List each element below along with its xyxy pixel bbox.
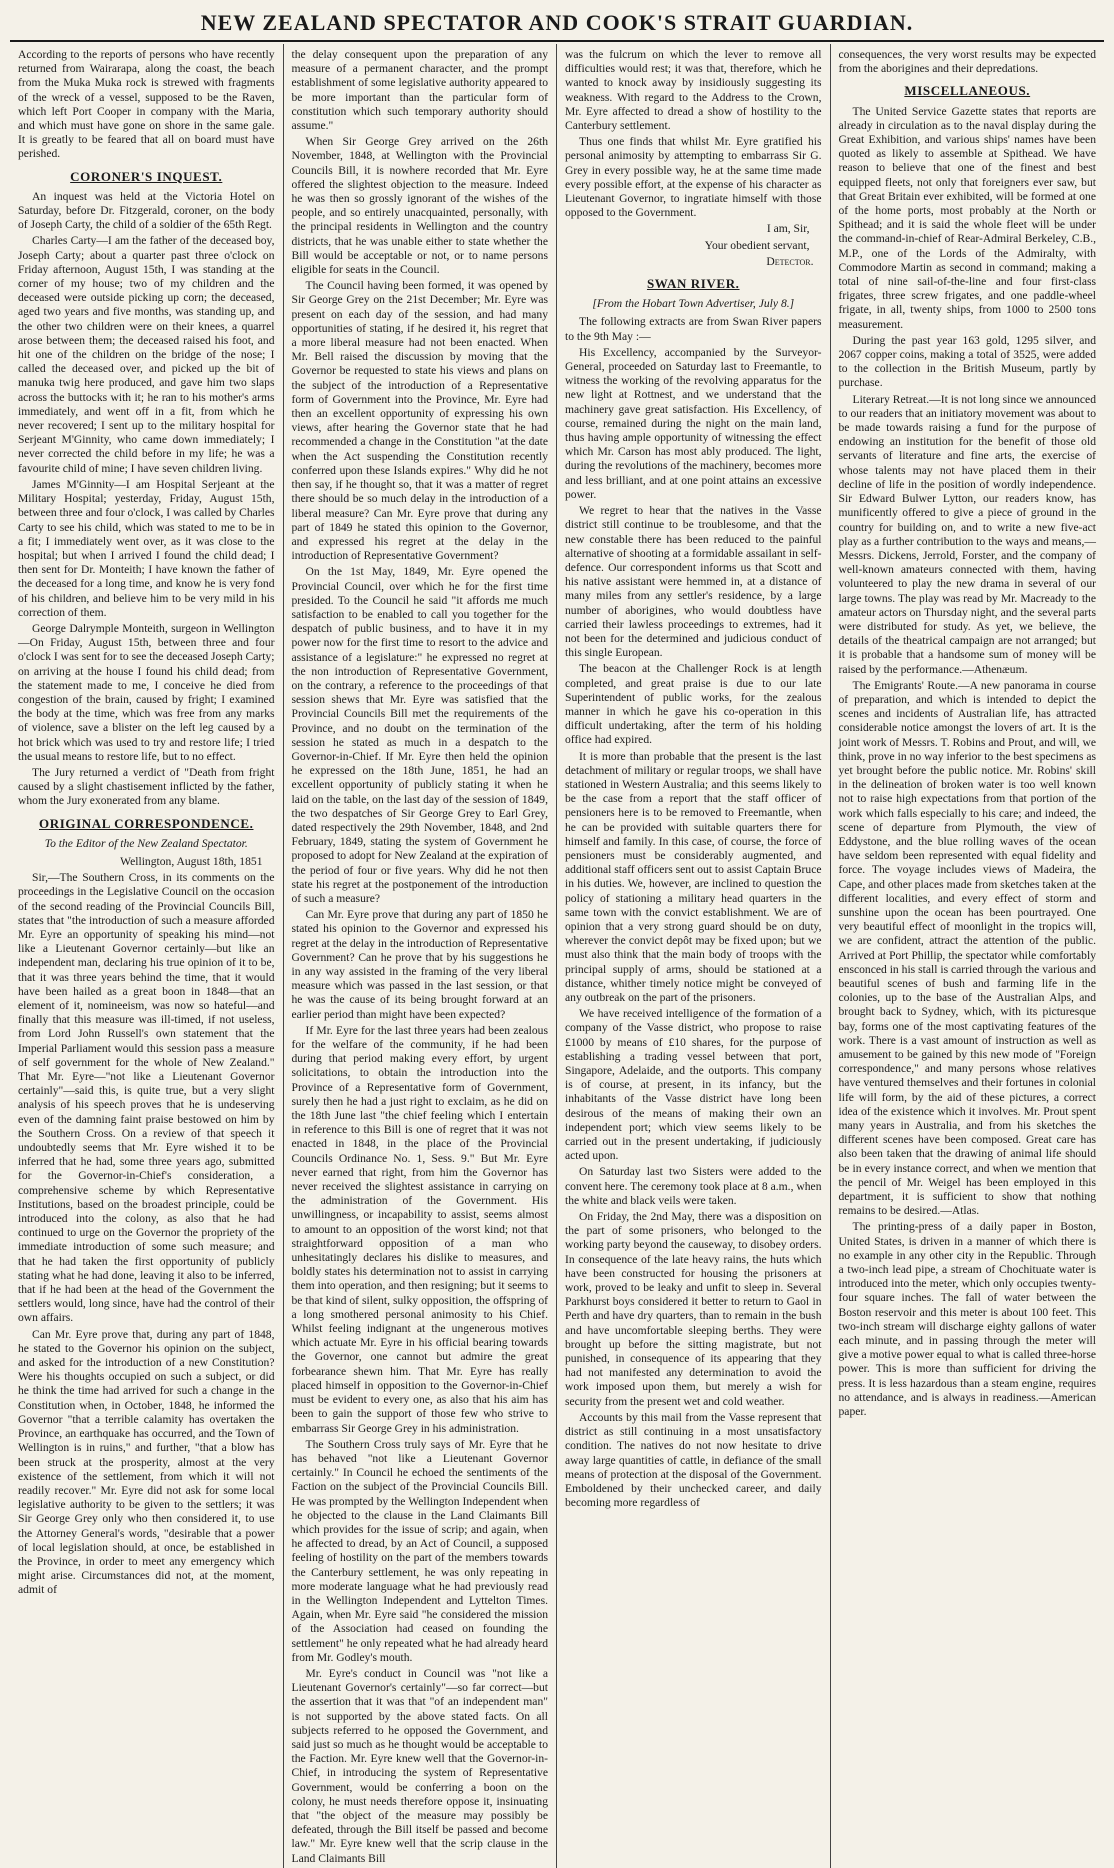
original-correspondence-heading: ORIGINAL CORRESPONDENCE. <box>39 815 254 831</box>
column-2 <box>284 44 558 1868</box>
news-paragraph: The following extracts are from Swan River papers to the 9th May :— <box>565 315 822 343</box>
letter-paragraph: On the 1st May, 1849, Mr. Eyre opened the Provincial Council, over which he for the first time presided. To the Council he said "it affords me much satisfaction to be enabled to call you together for the despatch of public business, and to have it in my power now for the first time to resort to the advice and assistance of a legislature:" he expressed no regret at the non introduction of Representative Government, on the contrary, a reference to the proceedings of that session shews that Mr. Eyre was satisfied that the Provincial Councils Bill met the requirements of the Province, and no doubt on the termination of the session he stated as much in a despatch to the Governor-in-Chief. If Mr. Eyre then held the opinion he expressed on the 18th June, 1851, he had an excellent opportunity of publicly stating it when he laid on the table, on the last day of the session of 1849, the two despatches of Sir George Grey to Earl Grey, dated respectively the 29th November, 1848, and 2nd February, 1849, stating the system of Government he proposed to adopt for New Zealand at the expiration of the period of four or five years. Why did he not then state his regret at the postponement of the introduction of such a measure? <box>291 565 548 905</box>
misc-paragraph: The Emigrants' Route.—A new panorama in course of preparation, and which is intended to depict the scenes and incidents of Australian life, has attracted considerable notice amongst the lovers of art. It is the joint work of Messrs. T. Robins and Prout, and will, we think, prove in no way inferior to the best specimens as yet brought before the public notice. Mr. Robins' skill in the delineation of broken water is too well known not to raise high expectations from that portion of the work which falls especially to his care; and indeed, the scene of departure from Plymouth, the view of Eddystone, and the blue rolling waves of the ocean have seldom been represented with equal fidelity and force. The voyage includes views of Madeira, the Cape, and other places made from sketches taken at the different localities, and every effect of storm and sunshine upon the ocean has been pourtrayed. One very beautiful effect of moonlight in the tropics will, we are confident, attract the attention of the public. Arrived at Port Phillip, the spectator while comfortably ensconced in his stall is carried through the various and beautiful scenes of bush and farming life in the colonies, up to the base of the Australian Alps, and brought back to Sydney, which, with its picturesque bay, forms one of the most captivating features of the work. There is a vast amount of instruction as well as amusement to be gained by this new mode of "Foreign correspondence," and many persons whose relatives have ventured themselves and their fortunes in colonial life will form, by the aid of these pictures, a correct idea of the existence which it involves. Mr. Prout spent many years in Australia, and from his sketches the different scenes have been composed. Great care has also been taken that the drawing of animal life should be in every instance correct, and when we mention that the pencil of Mr. Weigel has been employed in this department, it is sufficient to show that nothing remains to be desired.—Atlas. <box>838 678 1096 1218</box>
columns <box>10 44 1104 1865</box>
letter-signoff: Your obedient servant, <box>704 238 810 252</box>
verdict-paragraph: The Jury returned a verdict of "Death from fright caused by a slight chastisement inflicted by the father, whom the Jury exonerated from any blame. <box>18 765 275 808</box>
news-paragraph: His Excellency, accompanied by the Surveyor-General, proceeded on Saturday last to Freemantle, to witness the working of the revolving apparatus for the new light at Rottnest, and we understand that the machinery gave great satisfaction. His Excellency, of course, remained during the night on the main land, thus having ample opportunity of witnessing the effect which Mr. Carson has most ably produced. The light, during the revolutions of the machinery, becomes more and less brilliant, and at one point attains an excessive power. <box>565 345 822 501</box>
testimony-monteith: George Dalrymple Monteith, surgeon in Wellington—On Friday, August 15th, between three and four o'clock I was sent for to see the deceased Joseph Carty; on arriving at the house I found his child dead; from the statement made to me, I conceive he died from congestion of the brain, caused by fright; I examined the body at the time, which was free from any marks of violence, save a blister on the left leg caused by a hot brick which was used to try and restore life; I tried the usual means to restore life, but to no effect. <box>18 621 275 763</box>
news-continuation: consequences, the very worst results may be expected from the aborigines and their depredations. <box>838 48 1096 76</box>
source-line: [From the Hobart Town Advertiser, July 8.] <box>592 297 795 311</box>
miscellaneous-heading: MISCELLANEOUS. <box>904 83 1031 99</box>
coroners-inquest-heading: CORONER'S INQUEST. <box>70 168 223 184</box>
to-editor-line: To the Editor of the New Zealand Spectator. <box>44 836 248 850</box>
letter-paragraph: Can Mr. Eyre prove that, during any part of 1848, he stated to the Governor his opinion on the subject, and asked for the introduction of a new Constitution? Were his thoughts occupied on such a subject, or did he think the time had arrived for such a change in the Constitution when, in October, 1848, he informed the Governor "that a terrible calamity has overtaken the Province, an earthquake has occurred, and the Town of Wellington is in ruins," and further, "that a blow has been struck at the prosperity, almost at the very existence of the settlement, from which it will not readily recover." Mr. Eyre did not ask for some local legislative authority to be given to the settlers; it was Sir George Grey only who then considered it, to use the Attorney General's words, "desirable that a power of local legislation should, at once, be established in the Province, in order to meet any emergency which might arise. Circumstances did not, at the moment, admit of <box>18 1327 275 1597</box>
news-paragraph: On Saturday last two Sisters were added to the convent here. The ceremony took place at 8 a.m., when the white and black veils were taken. <box>565 1165 822 1207</box>
news-paragraph: We regret to hear that the natives in the Vasse district still continue to be troublesome, and that the new constable there has been reduced to the painful alternative of shooting at a formidable assailant in self-defence. Our correspondent informs us that Scott and his native assistant were hemmed in, at a distance of many miles from any settler's residence, by a large number of aborigines, who would doubtless have carried their lawless proceedings to extremes, had it not been for the determined and judicious conduct of this single European. <box>565 504 822 660</box>
news-paragraph: We have received intelligence of the formation of a company of the Vasse district, who propose to raise £1000 by means of £10 shares, for the purpose of establishing a trading vessel between that port, Singapore, Adelaide, and the outports. This company is of course, at present, in its infancy, but the inhabitants of the Vasse district have long been desirous of the means of making their own an independent port; which view seems likely to be carried out in the present undertaking, if judiciously acted upon. <box>565 1007 822 1163</box>
news-paragraph: On Friday, the 2nd May, there was a disposition on the part of some prisoners, who belonged to the working party beyond the causeway, to disobey orders. In consequence of the late heavy rains, the huts which have been constructed for housing the prisoners at work, proved to be leaky and unfit to sleep in. Several Parkhurst boys considered it better to return to Gaol in Perth and have dry quarters, than to remain in the bush and have uncomfortable sleeping berths. They were brought up before the sitting magistrate, but not punished, in consequence of its appearing that they had not manifested any determination to avoid the work imposed upon them, but merely a wish for security from the present wet and cold weather. <box>565 1210 822 1408</box>
misc-paragraph: During the past year 163 gold, 1295 silver, and 2067 copper coins, making a total of 3525, were added to the collection in the British Museum, partly by purchase. <box>838 333 1096 390</box>
letter-paragraph: Can Mr. Eyre prove that during any part of 1850 he stated his opinion to the Governor and expressed his regret at the delay in the introduction of Representative Government? Can he prove that by his suggestions he in any way assisted in the framing of the very liberal measure which was passed in the last session, or that he was the cause of its being brought forward at an earlier period than might have been expected? <box>291 908 548 1021</box>
masthead: NEW ZEALAND SPECTATOR AND COOK'S STRAIT GUARDIAN. <box>200 10 914 35</box>
wreck-paragraph: According to the reports of persons who have recently returned from Wairarapa, along the coast, the beach from the Muka Muka rock is strewed with fragments of the wreck of a vessel, supposed to be the Raven, which left Port Cooper in company with the Maria, and which must have gone on shore in the same gale. It is greatly to be feared that all on board must have perished. <box>18 48 275 161</box>
letter-paragraph: If Mr. Eyre for the last three years had been zealous for the welfare of the community, if he had been during that period making every effort, by urgent solicitations, to obtain the introduction into the Province of a Representative form of Government, surely then he had a just right to exclaim, as he did on the 18th June last "the chief feeling which I entertain in reference to this Bill is one of regret that it was not enacted in 1848, in the place of the Provincial Councils Ordinance No. 1, Sess. 9." But Mr. Eyre never earned that right, from him the Governor has never received the slightest assistance in carrying on the administration of the Government. His unwillingness, or incapability to assist, seems almost to amount to an opposition of the worst kind; not that straightforward opposition of a man who unhesitatingly declares his dislike to measures, and boldly states his determination not to assist in carrying them into operation, and then resigning; but it seems to be that kind of silent, sulky opposition, the offspring of a long smothered personal animosity to his Chief. Whilst feeling indignant at the ungenerous motives which actuate Mr. Eyre in his official bearing towards the Governor, one cannot but admire the great forbearance shewn him. That Mr. Eyre has really placed himself in opposition to the Governor-in-Chief must be evident to every one, as also that his aim has been to gain the support of those few who strive to embarrass Sir George Grey in his administration. <box>291 1023 548 1435</box>
letter-date: Wellington, August 18th, 1851 <box>120 854 263 868</box>
letter-paragraph: When Sir George Grey arrived on the 26th November, 1848, at Wellington with the Provincial Councils Bill, it is nowhere recorded that Mr. Eyre offered the slightest objection to the measure. Indeed he was then so grossly ignorant of the wishes of the people, and so entirely unacquainted, personally, with the principal residents in Wellington and the country districts, that he was unable either to state whether the Bill would be acceptable or not, or to name persons eligible for seats in the Council. <box>291 135 548 277</box>
letter-signature: Detector. <box>766 254 814 268</box>
misc-paragraph: Literary Retreat.—It is not long since we announced to our readers that an initiatory movement was about to be made towards raising a fund for the purpose of endowing an institution for the benefit of those old servants of literature and fine arts, the exercise of whose talents may not have placed them in their decline of life in the position of wordly independence. Sir Edward Bulwer Lytton, our readers know, has munificently offered to give a piece of ground in the country for building on, and to write a new five-act play as a further contribution to the ways and means,—Messrs. Dickens, Jerrold, Forster, and the company of well-known amateurs connected with them, having volunteered to play the new drama in several of our large towns. The play was read by Mr. Macready to the amateur actors on Thursday night, and the several parts were distributed for study. As yet, we believe, the details of the theatrical campaign are not arranged; but it is probable that a handsome sum of money will be raised by the performance.—Athenæum. <box>838 392 1096 676</box>
letter-paragraph: Mr. Eyre's conduct in Council was "not like a Lieutenant Governor's certainly"—so far correct—but the assertion that it was that "of an independent man" is not supported by the above stated facts. On all subjects referred to he opposed the Government, and said just so much as he thought would be acceptable to the Faction. Mr. Eyre knew well that the Governor-in-Chief, in introducing the system of Representative Government, would be conferring a boon on the colony, he must needs therefore oppose it, insinuating that "the object of the measure may possibly be defeated, through the Bill itself be passed and become law." Mr. Eyre knew well that the scrip clause in the Land Claimants Bill <box>291 1666 548 1865</box>
column-3 <box>557 44 831 1868</box>
letter-paragraph: Thus one finds that whilst Mr. Eyre gratified his personal animosity by attempting to embarrass Sir G. Grey in every possible way, he at the same time made every possible effort, at the expense of his character as Lieutenant Governor, to ingratiate himself with those opposed to the Government. <box>565 135 822 220</box>
letter-paragraph: Sir,—The Southern Cross, in its comments on the proceedings in the Legislative Council on the occasion of the second reading of the Provincial Councils Bill, states that "the introduction of such a measure afforded Mr. Eyre an opportunity of speaking his mind—not like a Lieutenant Governor certainly—but like an independent man, declaring his true opinion of it to be, that it was three years behind the time, that it would have been hailed as a great boon in 1848—that an element of it, nomineeism, was now so hateful—and finally that this measure was ill-timed, if not useless, from Lord John Russell's own statement that the Imperial Parliament would this session pass a measure of self government for the whole of New Zealand." That Mr. Eyre—"not like a Lieutenant Governor certainly"—said this, is quite true, but a very slight analysis of his speech proves that he is undeserving even of the damning faint praise bestowed on him by the Southern Cross. On a review of that speech it undoubtedly seems that Mr. Eyre wished it to be inferred that he had, some three years ago, submitted for the Governor-in-Chief's consideration, a comprehensive scheme by which Representative Institutions, based on the broadest principle, could be introduced into the colony, as also that he had continued to urge on the Governor the propriety of the immediate introduction of some such measure; and that he had taken the first opportunity of publicly stating what he had done, leaving it also to be inferred, that if he had been at the head of the Government the settlers would, long since, have had the control of their own affairs. <box>18 871 275 1325</box>
masthead-rule <box>10 40 1104 42</box>
letter-continuation: the delay consequent upon the preparation of any measure of a permanent character, and the prompt establishment of some legislative authority appeared to be more important than the particular form of constitution which such temporary authority should assume." <box>291 48 548 133</box>
news-paragraph: It is more than probable that the present is the last detachment of military or regular troops, we shall have stationed in Western Australia; and this seems likely to be the case from a report that the staff officer of pensioners here is to be removed to Freemantle, when he can be provided with suitable quarters there for himself and family. In this case, of course, the force of pensioners must be considerably augmented, and additional staff officers sent out to assist Captain Bruce in his duties. We, however, are inclined to question the policy of stationing a military head quarters in the same town with the convict establishment. We are of opinion that a very strong guard should be on duty, wherever the convict depôt may be fixed upon; but we must also think that the main body of troops with the principal supply of arms, should be stationed at a distance, whither timely notice might be conveyed of any outbreak on the part of the prisoners. <box>565 749 822 1004</box>
testimony-carty: Charles Carty—I am the father of the deceased boy, Joseph Carty; about a quarter past three o'clock on Friday afternoon, August 15th, I was standing at the corner of my house; two of my children and the deceased were outside picking up corn; the deceased, aged two years and five months, was standing up, and the other two children were on their knees, a quarrel arose between them; the deceased raised his foot, and hit one of the children on the bridge of the nose; I called the deceased over, and picked up the bit of manuka twig here produced, and gave him two slaps across the buttocks with it; he ran to his mother's arms immediately, and went off in a fit, from which he never recovered; I sent up to the military hospital for Serjeant M'Ginnity, who came down immediately; I never corrected the child before in my life; he was a favourite child of mine; I have seven children living. <box>18 234 275 475</box>
letter-paragraph: The Council having been formed, it was opened by Sir George Grey on the 21st December; Mr. Eyre was present on each day of the session, and had many opportunities of stating, if he desired it, his regret that a more liberal measure had not been enacted. When Mr. Bell raised the discussion by moving that the Governor be requested to state his views and plans on the subject of the introduction of a Representative form of Government into the Province, Mr. Eyre had then an excellent opportunity of expressing his own views, after hearing the Governor state that he had recommended a change in the Constitution "at the date when the Act suspending the Constitution recently conferred upon these Islands expires." Why did he not then say, if he thought so, that it was a matter of regret there should be so much delay in the introduction of a liberal measure? Can Mr. Eyre prove that during any part of 1849 he stated this opinion to the Governor, and expressed his regret at the delay in the introduction of Representative Government? <box>291 279 548 563</box>
letter-signoff: I am, Sir, <box>766 222 810 236</box>
letter-continuation: was the fulcrum on which the lever to remove all difficulties would rest; it was that, therefore, which he wanted to knock away by insidiously suggesting its weakness. With regard to the Address to the Crown, Mr. Eyre affected to dread a show of hostility to the Canterbury settlement. <box>565 48 822 133</box>
misc-paragraph: The United Service Gazette states that reports are already in circulation as to the naval display during the Great Exhibition, and various ships' names have been quoted as likely to assemble at Spithead. We have reason to believe that one of the finest and best equipped fleets, not only that foreigners ever saw, but that Great Britain ever exhibited, will be formed at one of the home ports, most probably at the North or Spithead; and it is said the whole fleet will be under the command-in-chief of Rear-Admiral Berkeley, C.B., M.P., one of the Lords of the Admiralty, with Commodore Martin as second in command; making a total of nine sail-of-the-line and four first-class frigates, three screw frigates, and one paddle-wheel frigate, in all, twenty ships, from 1000 to 2500 tons measurement. <box>838 104 1096 331</box>
misc-paragraph: The printing-press of a daily paper in Boston, United States, is driven in a manner of which there is no example in any other city in the Republic. Through a two-inch lead pipe, a stream of Chochituate water is introduced into the meter, which only occupies twenty-four square inches. The fall of water between the Boston reservoir and this meter is about 100 feet. This two-inch stream will discharge eighty gallons of water each minute, and in passing through the meter will give a motive power equal to what is called three-horse power. This is more than sufficient for driving the press. It is less hazardous than a steam engine, requires no attendance, and is always in readiness.—American paper. <box>838 1220 1096 1419</box>
column-1 <box>10 44 284 1868</box>
letter-paragraph: The Southern Cross truly says of Mr. Eyre that he has behaved "not like a Lieutenant Governor certainly." In Council he echoed the sentiments of the Faction on the subject of the Provincial Councils Bill. He was prompted by the Wellington Independent when he objected to the clause in the Land Claimants Bill which provides for the issue of scrip; and again, when he affected to dread, by an Act of Council, a supposed feeling of hostility on the part of the members towards the Canterbury settlement, he was only repeating in more moderate language what he had previously read in the Wellington Independent and Lyttelton Times. Again, when Mr. Eyre said "he considered the mission of the Association had ceased on founding the settlement" he only repeated what he had already heard from Mr. Godley's mouth. <box>291 1437 548 1664</box>
column-4 <box>831 44 1105 1868</box>
swan-river-heading: SWAN RIVER. <box>646 276 740 292</box>
testimony-mginnity: James M'Ginnity—I am Hospital Serjeant at the Military Hospital; yesterday, Friday, August 15th, between three and four o'clock, I was called by Charles Carty to see his child, which was stated to me to be in a fit; I immediately went over, as it was close to the hospital; but when I arrived I found the child dead; I then sent for Dr. Monteith; I have known the father of the deceased for a long time, and know he is very fond of his children, and believe him to be very mild in his correction of them. <box>18 477 275 619</box>
news-paragraph: Accounts by this mail from the Vasse represent that district as still continuing in a most unsatisfactory condition. The natives do not now hesitate to drive away large quantities of cattle, in defiance of the small means of protection at the disposal of the Government. Emboldened by their unchecked career, and daily becoming more regardless of <box>565 1410 822 1510</box>
inquest-paragraph: An inquest was held at the Victoria Hotel on Saturday, before Dr. Fitzgerald, coroner, on the body of Joseph Carty, the child of a soldier of the 65th Regt. <box>18 189 275 232</box>
news-paragraph: The beacon at the Challenger Rock is at length completed, and great praise is due to our late Superintendent of public works, for the zealous manner in which he gave his co-operation in this difficult undertaking, after the term of his holding office had expired. <box>565 662 822 747</box>
